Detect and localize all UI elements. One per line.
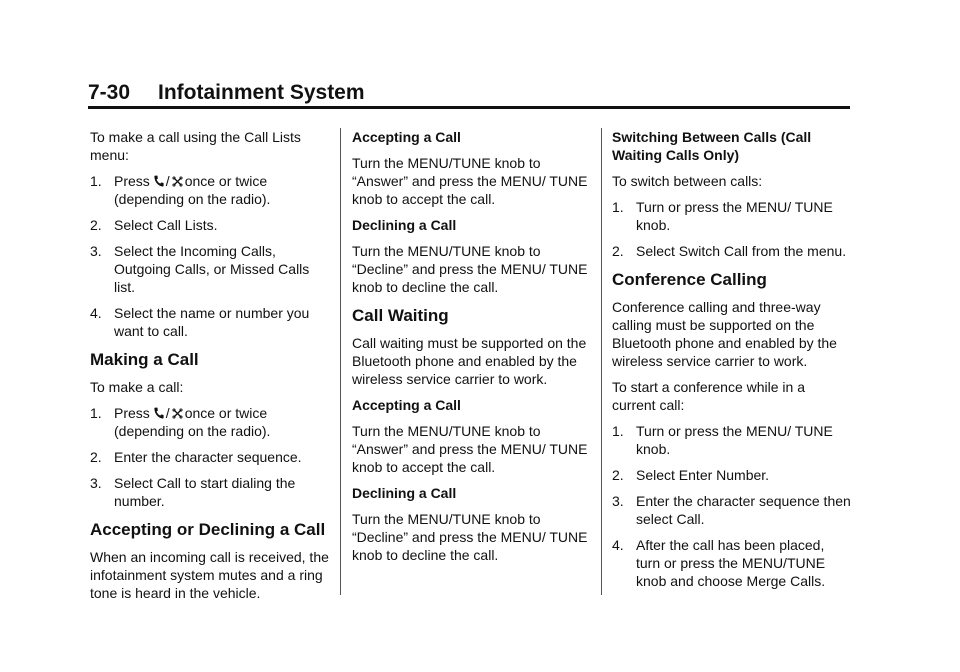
call-lists-steps bbox=[90, 172, 330, 340]
step-number: 4. bbox=[90, 305, 102, 321]
making-a-call-steps bbox=[90, 404, 330, 510]
conference-intro: To start a conference while in a current call: bbox=[612, 379, 805, 413]
switching-calls-subheading: Switching Between Calls (Call Waiting Calls Only) bbox=[612, 129, 812, 163]
step-number: 1. bbox=[612, 423, 624, 439]
page-header bbox=[88, 80, 850, 106]
list-item: 1. Press / once or twice (depending on the radio). bbox=[90, 173, 271, 207]
list-item: 2. Select Switch Call from the menu. bbox=[612, 243, 847, 259]
call-lists-intro: To make a call using the Call Lists menu: bbox=[90, 129, 301, 163]
accepting-subheading: Accepting a Call bbox=[352, 397, 461, 413]
list-item: 2. Select Call Lists. bbox=[90, 217, 218, 233]
switching-calls-intro: To switch between calls: bbox=[612, 173, 763, 189]
list-item: 1. Turn or press the MENU/ TUNE knob. bbox=[612, 423, 833, 457]
making-a-call-heading: Making a Call bbox=[90, 350, 199, 369]
list-item: 4. Select the name or number you want to call. bbox=[90, 305, 310, 339]
step-number: 3. bbox=[90, 243, 102, 259]
conference-steps bbox=[612, 422, 852, 590]
list-item: 1. Press / once or twice (depending on the radio). bbox=[90, 405, 271, 439]
call-waiting-heading: Call Waiting bbox=[352, 306, 449, 325]
accepting-subheading: Accepting a Call bbox=[352, 129, 461, 145]
making-a-call-intro: To make a call: bbox=[90, 379, 184, 395]
column-3 bbox=[612, 128, 852, 598]
declining-text: Turn the MENU/TUNE knob to “Decline” and press the MENU/ TUNE knob to decline the call. bbox=[352, 511, 588, 563]
column-1 bbox=[90, 128, 330, 610]
step-number: 2. bbox=[90, 217, 102, 233]
declining-subheading: Declining a Call bbox=[352, 217, 457, 233]
accepting-text: Turn the MENU/TUNE knob to “Answer” and press the MENU/ TUNE knob to accept the call. bbox=[352, 155, 588, 207]
phone-icon bbox=[154, 405, 164, 417]
conference-calling-text: Conference calling and three-way calling must be supported on the Bluetooth phone and enabled by the wireless service carrier to work. bbox=[612, 299, 837, 369]
call-waiting-text: Call waiting must be supported on the Bluetooth phone and enabled by the wireless service carrier to work. bbox=[352, 335, 587, 387]
step-number: 1. bbox=[90, 173, 102, 189]
step-number: 2. bbox=[612, 243, 624, 259]
column-2 bbox=[352, 128, 592, 572]
list-item: 3. Select Call to start dialing the number. bbox=[90, 475, 296, 509]
list-item: 3. Enter the character sequence then select Call. bbox=[612, 493, 851, 527]
step-number: 1. bbox=[612, 199, 624, 215]
list-item: 3. Select the Incoming Calls, Outgoing Calls, or Missed Calls list. bbox=[90, 243, 310, 295]
section-title: Infotainment System bbox=[158, 81, 365, 104]
header-rule bbox=[88, 106, 850, 109]
list-item: 1. Turn or press the MENU/ TUNE knob. bbox=[612, 199, 833, 233]
step-number: 2. bbox=[612, 467, 624, 483]
step-number: 3. bbox=[90, 475, 102, 491]
accepting-or-declining-text: When an incoming call is received, the infotainment system mutes and a ring tone is heard in the vehicle. bbox=[90, 549, 329, 601]
accepting-or-declining-heading: Accepting or Declining a Call bbox=[90, 520, 326, 539]
list-item: 2. Select Enter Number. bbox=[612, 467, 770, 483]
declining-subheading: Declining a Call bbox=[352, 485, 457, 501]
column-divider bbox=[340, 128, 341, 595]
page-number: 7-30 bbox=[88, 81, 131, 104]
step-number: 2. bbox=[90, 449, 102, 465]
accepting-text: Turn the MENU/TUNE knob to “Answer” and press the MENU/ TUNE knob to accept the call. bbox=[352, 423, 588, 475]
phone-icon bbox=[154, 173, 164, 185]
end-call-icon bbox=[172, 173, 183, 184]
conference-calling-heading: Conference Calling bbox=[612, 270, 767, 289]
step-number: 4. bbox=[612, 537, 624, 553]
step-number: 1. bbox=[90, 405, 102, 421]
list-item: 4. After the call has been placed, turn or press the MENU/TUNE knob and choose Merge Calls. bbox=[612, 537, 826, 589]
end-call-icon bbox=[172, 405, 183, 416]
declining-text: Turn the MENU/TUNE knob to “Decline” and press the MENU/ TUNE knob to decline the call. bbox=[352, 243, 588, 295]
switching-calls-steps bbox=[612, 198, 852, 260]
step-number: 3. bbox=[612, 493, 624, 509]
column-divider bbox=[601, 128, 602, 595]
list-item: 2. Enter the character sequence. bbox=[90, 449, 302, 465]
